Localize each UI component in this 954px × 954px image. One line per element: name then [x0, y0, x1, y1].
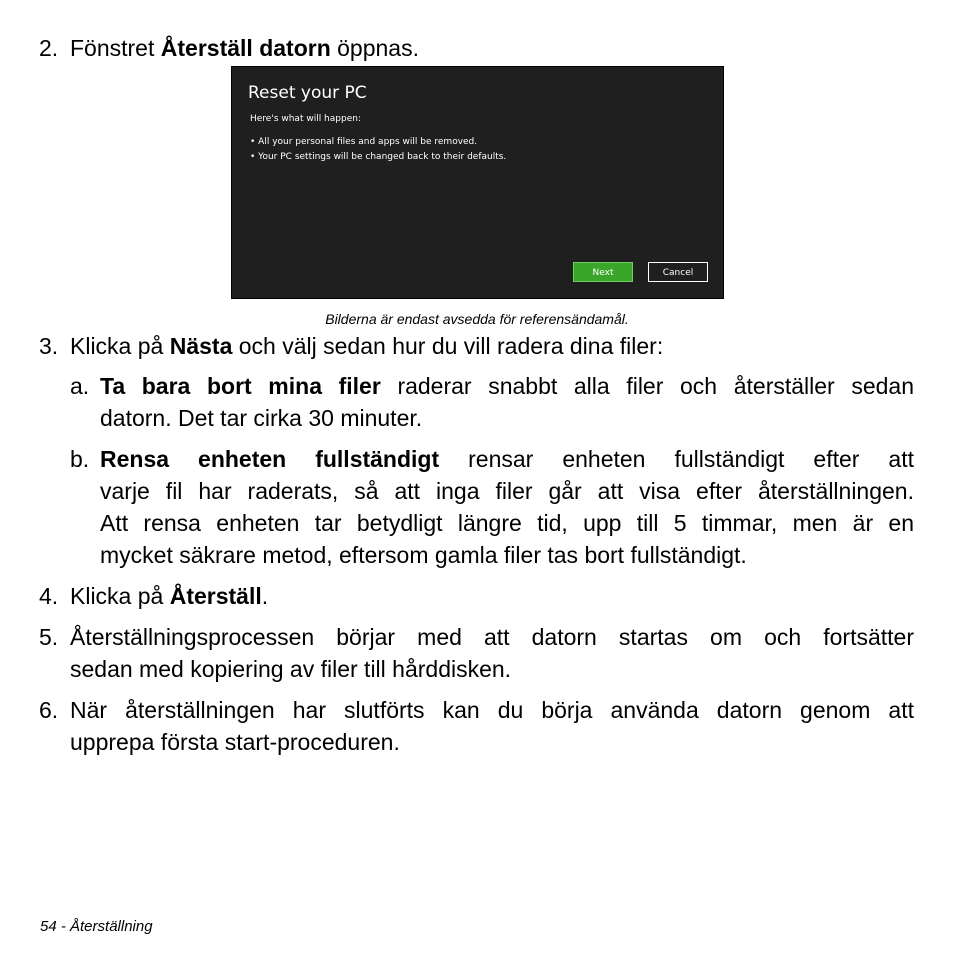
reset-pc-subtitle: Here's what will happen: [250, 114, 361, 124]
step-6-line-1: När återställningen har slutförts kan du börja använda datorn genom att [70, 697, 914, 723]
step-3-post: och välj sedan hur du vill radera dina filer: [232, 333, 664, 359]
step-4-pre: Klicka på [70, 583, 170, 609]
next-button[interactable]: Next [573, 262, 633, 282]
step-3-number: 3. [39, 333, 59, 359]
step-5-line-2: sedan med kopiering av filer till hårddisken. [70, 656, 512, 682]
step-3b-letter: b. [70, 446, 90, 472]
image-caption: Bilderna är endast avsedda för referensändamål. [325, 311, 629, 327]
step-3a-bold: Ta bara bort mina filer [100, 373, 381, 399]
step-2-bold: Återställ datorn [160, 35, 331, 61]
step-2-post: öppnas. [330, 35, 419, 61]
step-3b-post: rensar enheten fullständigt efter att [439, 446, 914, 472]
reset-pc-bullet: • Your PC settings will be changed back to their defaults. [250, 152, 507, 162]
step-3b-line-3: Att rensa enheten tar betydligt längre tid, upp till 5 timmar, men är en [100, 510, 914, 536]
step-5-number: 5. [39, 624, 59, 650]
step-2-pre: Fönstret [70, 35, 161, 61]
step-3b-line-2: varje fil har raderats, så att inga filer går att visa efter återställningen. [100, 478, 914, 504]
step-4-text [70, 580, 268, 612]
step-3a-letter: a. [70, 373, 90, 399]
step-4-post: . [261, 583, 269, 609]
reset-pc-screenshot [231, 66, 724, 299]
step-4-bold: Återställ [169, 583, 262, 609]
step-2-text [70, 32, 419, 64]
reset-pc-bullet: • All your personal files and apps will be removed. [250, 137, 478, 147]
step-3a-line-1 [100, 370, 914, 402]
cancel-button[interactable]: Cancel [648, 262, 708, 282]
step-4-number: 4. [39, 583, 59, 609]
step-5-line-1: Återställningsprocessen börjar med att datorn startas om och fortsätter [70, 624, 914, 650]
step-3-text [70, 330, 663, 362]
step-3a-line-2: datorn. Det tar cirka 30 minuter. [100, 405, 423, 431]
step-3b-line-1 [100, 443, 914, 475]
step-3-bold: Nästa [169, 333, 233, 359]
step-2-number: 2. [39, 35, 59, 61]
step-6-line-2: upprepa första start-proceduren. [70, 729, 400, 755]
step-3a-post: raderar snabbt alla filer och återställer sedan [380, 373, 915, 399]
reset-pc-title: Reset your PC [248, 83, 367, 103]
step-3b-bold: Rensa enheten fullständigt [100, 446, 440, 472]
step-6-number: 6. [39, 697, 59, 723]
page-footer: 54 - Återställning [40, 918, 153, 935]
step-3b-line-4: mycket säkrare metod, eftersom gamla filer tas bort fullständigt. [100, 542, 747, 568]
step-3-pre: Klicka på [70, 333, 170, 359]
